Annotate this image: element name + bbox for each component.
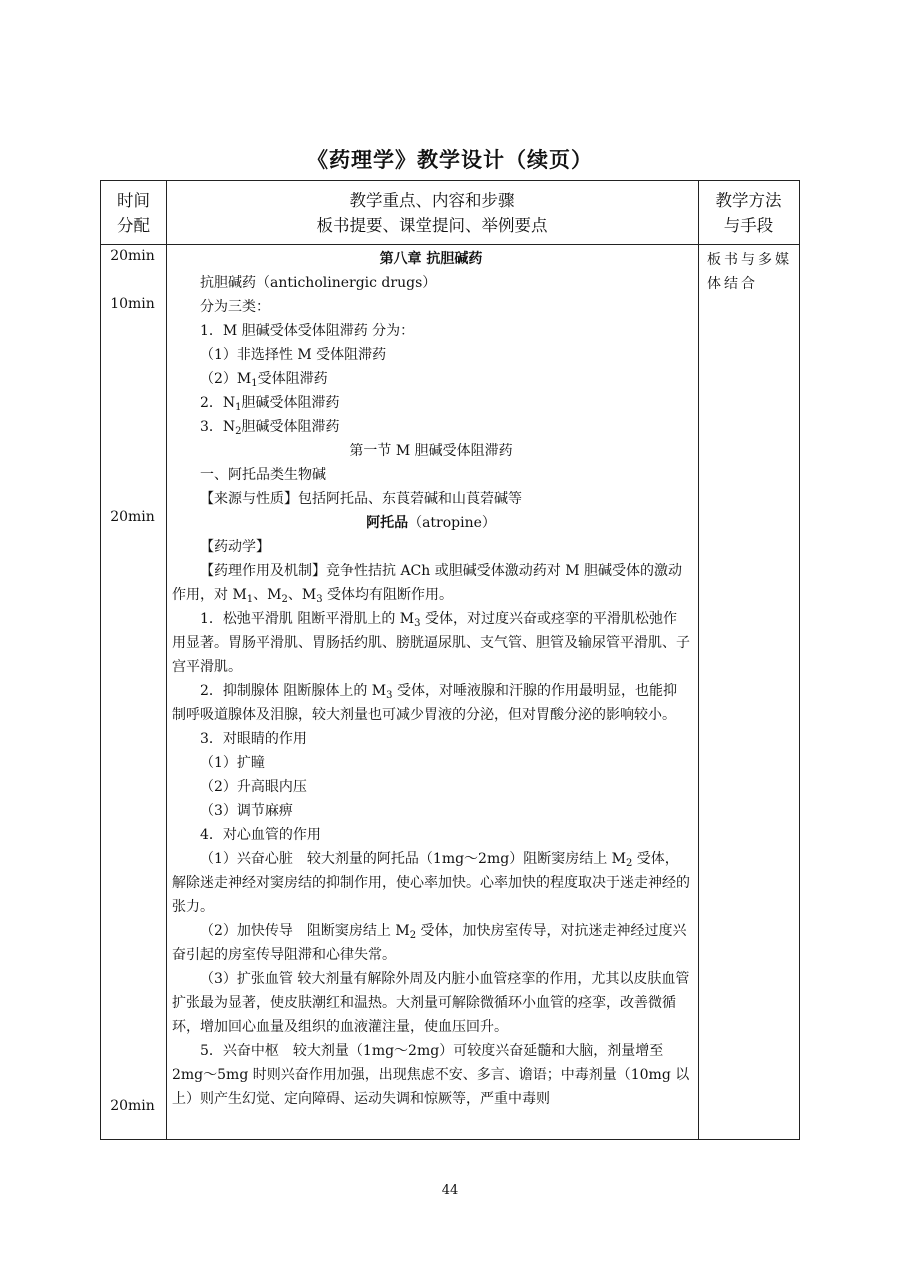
- column-divider: [166, 181, 167, 1139]
- text-line: 一、阿托品类生物碱: [200, 467, 326, 483]
- header-text: 教学重点、内容和步骤: [349, 190, 515, 210]
- time-label: 20min: [110, 1098, 155, 1114]
- text-line: （1）非选择性 M 受体阻滞药: [200, 347, 387, 363]
- header-text: 教学方法: [715, 190, 782, 210]
- paragraph: 【药理作用及机制】竞争性拮抗 ACh 或胆碱受体激动药对 M 胆碱受体的激动作用，对 $M_1$、$M_2$、$M_3$ 受体均有阻断作用。: [172, 563, 682, 605]
- text-line: 【来源与性质】包括阿托品、东莨菪碱和山莨菪碱等: [200, 491, 522, 507]
- time-label: 10min: [110, 296, 155, 312]
- chapter-heading: 第八章 抗胆碱药: [379, 251, 483, 267]
- header-time-allocation: [101, 181, 166, 244]
- text-line: （3）调节麻痹: [200, 803, 293, 819]
- header-text: 与手段: [723, 215, 774, 235]
- text-line: $(2)M_1$受体阻滞药: [200, 371, 328, 389]
- text-line: 【药动学】: [200, 539, 270, 555]
- page-number: 44: [441, 1183, 459, 1198]
- paragraph: 5．兴奋中枢 较大剂量（1mg～2mg）可较度兴奋延髓和大脑，剂量增至 2mg～5mg 时则兴奋作用加强，出现焦虑不安、多言、谵语；中毒剂量（10mg 以上）则产生幻觉、定向障碍、运动失调和惊厥等，严重中毒则: [172, 1043, 690, 1107]
- header-method: [698, 181, 799, 244]
- page-title: 《药理学》教学设计（续页）: [307, 148, 593, 172]
- section-heading: 第一节 M 胆碱受体阻滞药: [349, 443, 513, 459]
- column-divider: [698, 181, 699, 1139]
- lesson-content: [172, 247, 690, 1111]
- header-divider: [101, 244, 799, 245]
- time-label: 20min: [110, 248, 155, 264]
- header-content: [166, 181, 698, 244]
- paragraph: （2）加快传导 阻断窦房结上 $M_2$ 受体，加快房室传导，对抗迷走神经过度兴奋引起的房室传导阻滞和心律失常。: [172, 923, 687, 963]
- text-line: 1．M 胆碱受体受体阻滞药 分为：: [200, 323, 415, 339]
- text-line: （1）扩瞳: [200, 755, 265, 771]
- text-line: 抗胆碱药（anticholinergic drugs）: [200, 275, 437, 291]
- text-line: （2）升高眼内压: [200, 779, 307, 795]
- header-text: 时间: [117, 190, 150, 210]
- header-text: 板书提要、课堂提问、举例要点: [316, 215, 548, 235]
- paragraph: 1．松弛平滑肌 阻断平滑肌上的 $M_3$ 受体，对过度兴奋或痉挛的平滑肌松弛作用显著。胃肠平滑肌、胃肠括约肌、膀胱逼尿肌、支气管、胆管及输尿管平滑肌、子宫平滑肌。: [172, 611, 690, 675]
- drug-heading: 阿托品（atropine）: [366, 515, 496, 531]
- text-line: 3．对眼睛的作用: [200, 731, 307, 747]
- header-text: 分配: [117, 215, 150, 235]
- time-label: 20min: [110, 509, 155, 525]
- paragraph: （3）扩张血管 较大剂量有解除外周及内脏小血管痉挛的作用，尤其以皮肤血管扩张最为显著，使皮肤潮红和温热。大剂量可解除微循环小血管的痉挛，改善微循环，增加回心血量及组织的血液灌注量，使血压回升。: [172, 971, 690, 1035]
- paragraph: 2．抑制腺体 阻断腺体上的 $M_3$ 受体，对唾液腺和汗腺的作用最明显，也能抑制呼吸道腺体及泪腺，较大剂量也可减少胃液的分泌，但对胃酸分泌的影响较小。: [172, 683, 677, 723]
- text-line: 分为三类：: [200, 299, 270, 315]
- text-line: 2．$N_1$胆碱受体阻滞药: [200, 395, 340, 413]
- paragraph: （1）兴奋心脏 较大剂量的阿托品（1mg～2mg）阻断窦房结上 $M_2$ 受体，解除迷走神经对窦房结的抑制作用，使心率加快。心率加快的程度取决于迷走神经的张力。: [172, 851, 690, 915]
- teaching-method: 板书与多媒体结合: [707, 252, 792, 292]
- text-line: 4．对心血管的作用: [200, 827, 321, 843]
- text-line: 3．$N_2$胆碱受体阻滞药: [200, 419, 340, 437]
